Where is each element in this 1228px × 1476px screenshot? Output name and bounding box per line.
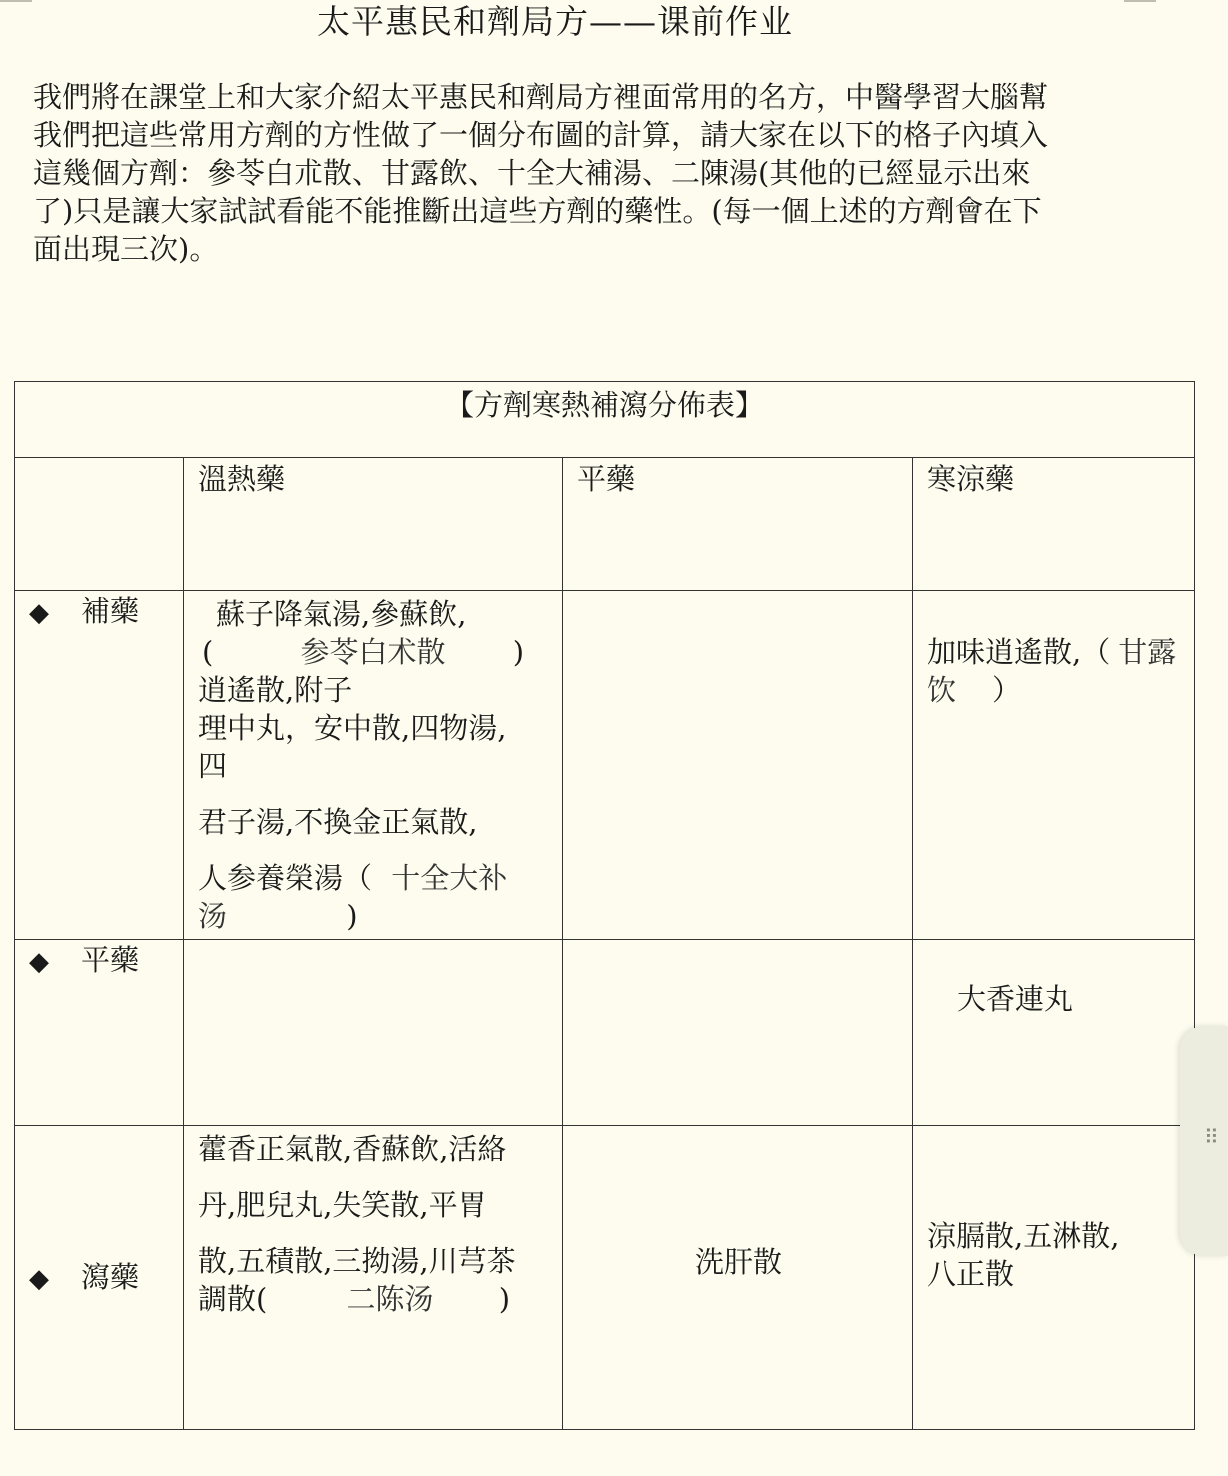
intro-paragraph [33, 78, 1123, 268]
cell-neutral-neutral[interactable] [563, 940, 913, 1126]
formula-line: 蘇子降氣湯,參蘇飲, [216, 597, 467, 631]
answer-text[interactable]: 二陈汤 [346, 1282, 434, 1316]
row-label: 平藥 [81, 943, 140, 977]
intro-line: 我們把這些常用方劑的方性做了一個分布圖的計算，請大家在以下的格子內填入 [33, 118, 1049, 152]
intro-line: 面出現三次)。 [33, 232, 219, 266]
cell-tonify-cool: 加味逍遙散,（ 甘露饮 ） [913, 591, 1195, 940]
answer-text[interactable]: 甘露饮 [927, 635, 1177, 707]
intro-line: 我們將在課堂上和大家介紹太平惠民和劑局方裡面常用的名方，中醫學習大腦幫 [33, 80, 1049, 114]
formula-line: 君子湯,不換金正氣散, [198, 805, 478, 839]
formula-line: 丹,肥兒丸,失笑散,平胃 [198, 1188, 487, 1222]
formula-line: 涼膈散,五淋散, [927, 1218, 1120, 1253]
answer-text[interactable]: 汤 [198, 899, 228, 933]
distribution-table [14, 381, 1195, 1430]
diamond-bullet-icon: ◆ [29, 598, 49, 628]
top-right-edge-mark [1124, 0, 1156, 2]
side-panel-handle[interactable] [1180, 1026, 1228, 1256]
diamond-bullet-icon: ◆ [29, 947, 49, 977]
answer-text[interactable]: 十全大补 [391, 861, 508, 895]
row-label: 補藥 [81, 594, 140, 628]
answer-line: 人参養榮湯（ 十全大补 [198, 861, 508, 895]
row-header-purge [15, 1126, 184, 1430]
formula-line: 逍遙散,附子 [198, 673, 353, 707]
cell-neutral-cool: 大香連丸 [913, 940, 1195, 1126]
answer-line: 汤 ) [198, 899, 358, 933]
formula-line: 四 [198, 749, 228, 783]
answer-line: ( 参苓白术散 ) [202, 635, 525, 669]
cell-tonify-warm [184, 591, 563, 940]
cell-tonify-neutral[interactable] [563, 591, 913, 940]
column-header-cool: 寒涼藥 [913, 458, 1195, 591]
row-header-tonify [15, 591, 184, 940]
formula-line: 八正散 [927, 1256, 1015, 1291]
row-header-neutral [15, 940, 184, 1126]
table-title: 【方劑寒熱補瀉分佈表】 [15, 382, 1195, 458]
corner-cell [15, 458, 184, 591]
page-title: 太平惠民和劑局方——课前作业 [317, 2, 793, 41]
formula-line: 理中丸，安中散,四物湯, [198, 711, 507, 745]
cell-neutral-warm[interactable] [184, 940, 563, 1126]
formula-line: 散,五積散,三拗湯,川芎茶 [198, 1244, 516, 1278]
column-header-warm: 溫熱藥 [184, 458, 563, 591]
column-header-neutral: 平藥 [563, 458, 913, 591]
cell-purge-warm [184, 1126, 563, 1430]
formula-line: 藿香正氣散,香蘇飲,活絡 [198, 1132, 507, 1166]
drag-handle-icon: ⠿ [1204, 1125, 1219, 1149]
intro-line: 了)只是讓大家試試看能不能推斷出這些方劑的藥性。(每一個上述的方劑會在下 [33, 194, 1042, 228]
cell-purge-cool [913, 1126, 1195, 1430]
row-label: 瀉藥 [81, 1259, 140, 1294]
answer-text[interactable]: 参苓白术散 [300, 635, 446, 669]
answer-line: 調散( 二陈汤 ) [198, 1282, 511, 1316]
intro-line: 這幾個方劑：參苓白朮散、甘露飲、十全大補湯、二陳湯(其他的已經显示出來 [33, 156, 1031, 190]
cell-purge-neutral: 洗肝散 [563, 1126, 913, 1430]
diamond-bullet-icon: ◆ [29, 1263, 49, 1294]
